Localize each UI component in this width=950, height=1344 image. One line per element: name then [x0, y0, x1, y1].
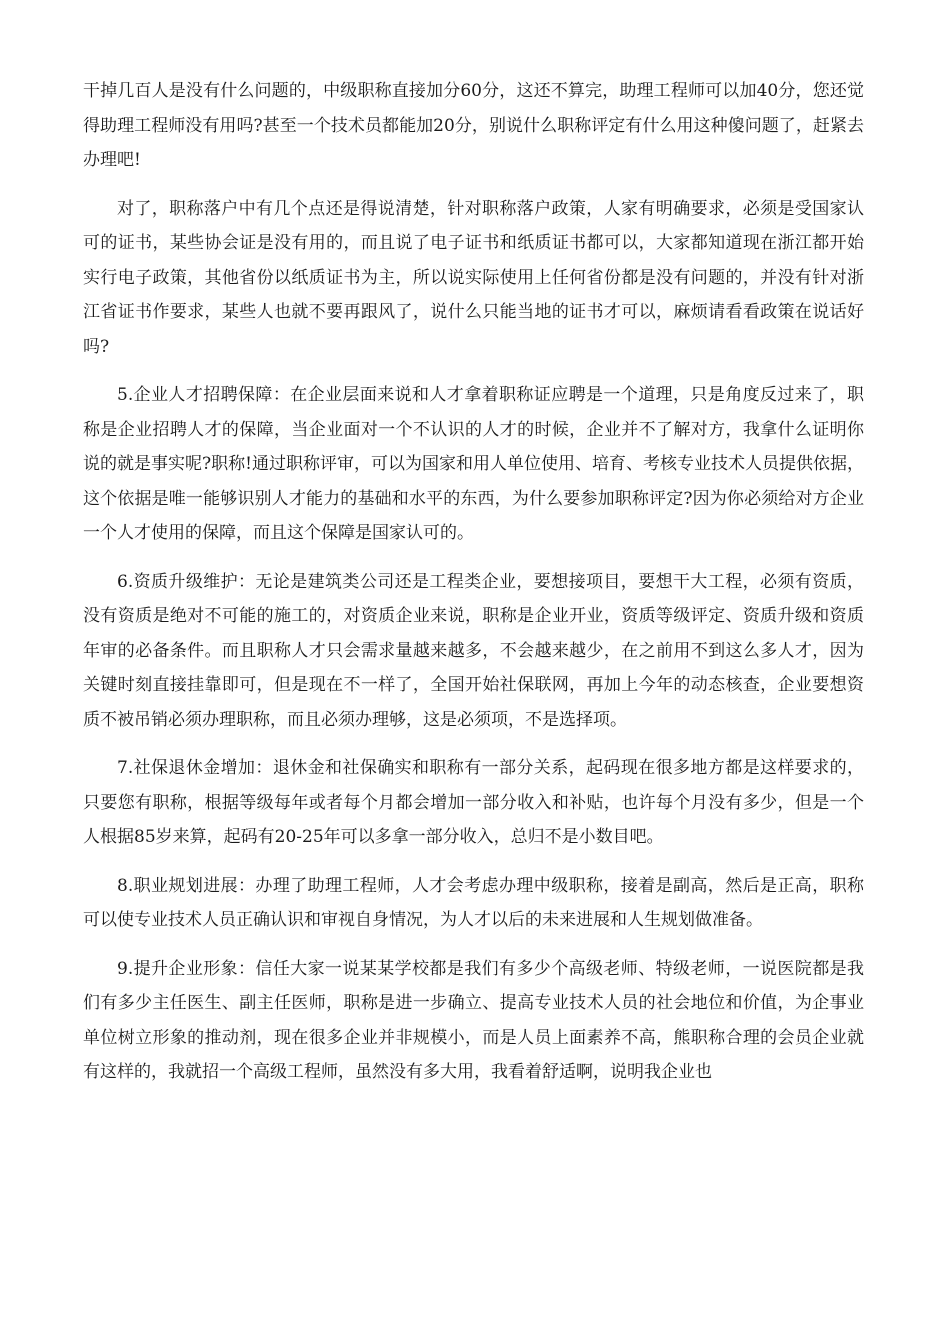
paragraph-item-8: 8.职业规划进展：办理了助理工程师，人才会考虑办理中级职称，接着是副高，然后是正高，职称可以使专业技术人员正确认识和审视自身情况，为人才以后的未来进展和人生规划做准备。 [83, 875, 864, 930]
paragraph-item-5: 5.企业人才招聘保障：在企业层面来说和人才拿着职称证应聘是一个道理，只是角度反过来了，职称是企业招聘人才的保障，当企业面对一个不认识的人才的时候，企业并不了解对方，我拿什么证明你说的就是事实呢?职称!通过职称评审，可以为国家和用人单位使用、培育、考核专业技术人员提供依据，这个依据是唯一能够识别人才能力的基础和水平的东西，为什么要参加职称评定?因为你必须给对方企业一个人才使用的保障，而且这个保障是国家认可的。 [83, 385, 864, 543]
paragraph-item-6: 6.资质升级维护：无论是建筑类公司还是工程类企业，要想接项目，要想干大工程，必须有资质，没有资质是绝对不可能的施工的，对资质企业来说，职称是企业开业，资质等级评定、资质升级和资质年审的必备条件。而且职称人才只会需求量越来越多，不会越来越少，在之前用不到这么多人才，因为关键时刻直接挂靠即可，但是现在不一样了，全国开始社保联网，再加上今年的动态核查，企业要想资质不被吊销必须办理职称，而且必须办理够，这是必须项，不是选择项。 [83, 571, 864, 730]
paragraph-item-9: 9.提升企业形象：信任大家一说某某学校都是我们有多少个高级老师、特级老师，一说医院都是我们有多少主任医生、副主任医师，职称是进一步确立、提高专业技术人员的社会地位和价值，为企事业单位树立形象的推动剂，现在很多企业并非规模小，而是人员上面素养不高，熊职称合理的会员企业就有这样的，我就招一个高级工程师，虽然没有多大用，我看着舒适啊，说明我企业也 [83, 958, 864, 1082]
paragraph-title-settlement: 对了，职称落户中有几个点还是得说清楚，针对职称落户政策，人家有明确要求，必须是受国家认可的证书，某些协会证是没有用的，而且说了电子证书和纸质证书都可以，大家都知道现在浙江都开始实行电子政策，其他省份以纸质证书为主，所以说实际使用上任何省份都是没有问题的，并没有针对浙江省证书作要求，某些人也就不要再跟风了，说什么只能当地的证书才可以，麻烦请看看政策在说话好吗? [83, 198, 864, 357]
paragraph-continuation: 干掉几百人是没有什么问题的，中级职称直接加分60分，这还不算完，助理工程师可以加40分，您还觉得助理工程师没有用吗?甚至一个技术员都能加20分，别说什么职称评定有什么用这种傻问题了，赶紧去办理吧! [83, 81, 864, 170]
paragraph-item-7: 7.社保退休金增加：退休金和社保确实和职称有一部分关系，起码现在很多地方都是这样要求的，只要您有职称，根据等级每年或者每个月都会增加一部分收入和补贴，也许每个月没有多少，但是一个人根据85岁来算，起码有20-25年可以多拿一部分收入，总归不是小数目吧。 [83, 758, 864, 847]
